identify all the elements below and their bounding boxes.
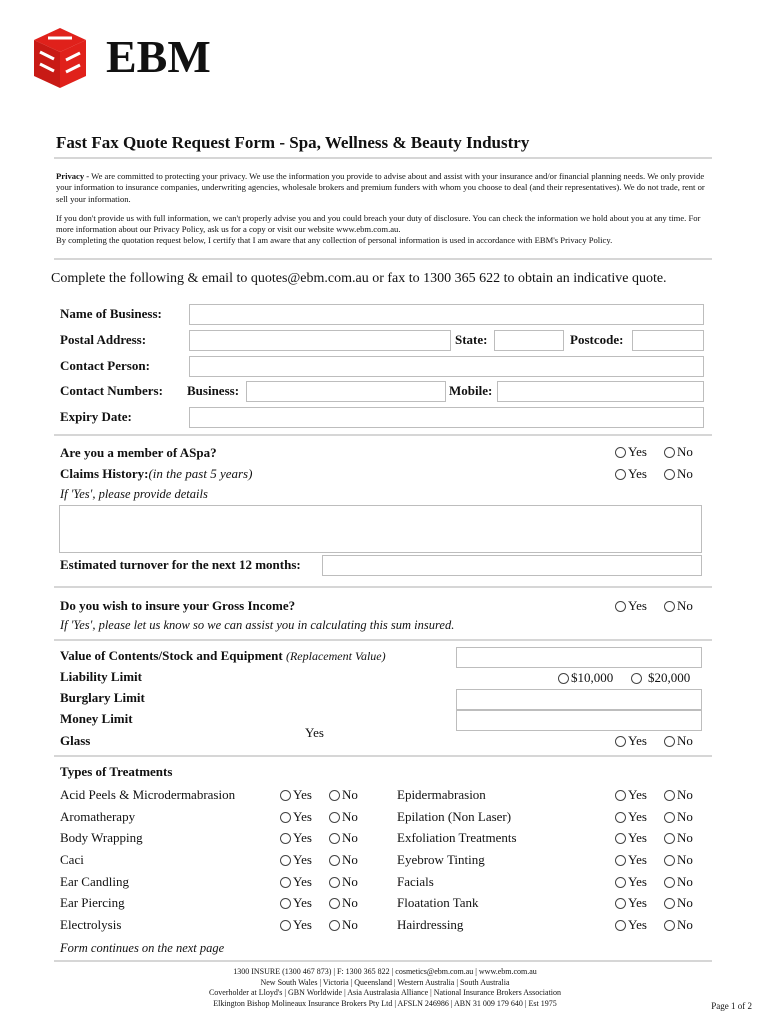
- option-label: $20,000: [648, 670, 691, 685]
- treatment-label: Body Wrapping: [60, 830, 143, 845]
- ebm-logo: [24, 22, 234, 92]
- radio-circle-icon: [329, 855, 340, 866]
- treatment-yes-radio[interactable]: [280, 917, 312, 933]
- treatment-yes-radio[interactable]: [280, 895, 312, 911]
- footer-affiliations-line: Coverholder at Lloyd's | GBN Worldwide | Asia Australasia Alliance | National Insurance Brokers Association: [208, 988, 562, 997]
- option-label: No: [342, 809, 358, 824]
- radio-circle-icon: [664, 833, 675, 844]
- radio-circle-icon: [329, 833, 340, 844]
- radio-circle-icon: [329, 790, 340, 801]
- gross-income-note: If 'Yes', please let us know so we can assist you in calculating this sum insured.: [60, 618, 455, 632]
- claims-no-radio[interactable]: [664, 466, 693, 482]
- glass-label: Glass: [60, 733, 91, 748]
- privacy-notice: [56, 171, 716, 247]
- treatment-yes-radio[interactable]: [280, 809, 312, 825]
- privacy-divider: [54, 258, 712, 260]
- privacy-paragraph-2: If you don't provide us with full information, we can't properly advise you and you could breach your duty of disclosure. You can check the information we hold about you at any time. For more information about our Privacy Policy, ask us for a copy or visit our website www.ebm.com.au.: [56, 212, 701, 235]
- option-label: No: [677, 733, 693, 748]
- glass-yes-radio[interactable]: [615, 733, 647, 749]
- money-limit-label: Money Limit: [60, 711, 133, 726]
- radio-circle-icon: [664, 877, 675, 888]
- liability-10000-radio[interactable]: [558, 670, 613, 686]
- option-label: Yes: [293, 917, 312, 932]
- claims-details-textarea[interactable]: [59, 505, 702, 553]
- radio-circle-icon: [615, 855, 626, 866]
- treatment-no-radio[interactable]: [329, 809, 358, 825]
- claims-history-label: [60, 466, 252, 482]
- option-label: Yes: [628, 874, 647, 889]
- privacy-paragraph-1: We are committed to protecting your privacy. We use the information you provide to advise about and assist with your insurance and/or financial planning needs. We only provide your information to insurance companies, underwriting agencies, wholesale brokers and premium funders with whom you choose to deal (and their representatives). We do not trade, rent or sell your information.: [56, 171, 705, 204]
- radio-circle-icon: [615, 447, 626, 458]
- mobile-label: Mobile:: [449, 383, 493, 398]
- claims-details-label: If 'Yes', please provide details: [60, 487, 208, 501]
- radio-circle-icon: [615, 833, 626, 844]
- glass-no-radio[interactable]: [664, 733, 693, 749]
- option-label: Yes: [293, 852, 312, 867]
- liability-limit-label: Liability Limit: [60, 669, 142, 684]
- radio-circle-icon: [615, 601, 626, 612]
- state-label: State:: [455, 332, 488, 347]
- option-label: Yes: [293, 809, 312, 824]
- radio-circle-icon: [280, 920, 291, 931]
- treatment-no-radio[interactable]: [664, 809, 693, 825]
- radio-circle-icon: [558, 673, 569, 684]
- contents-label-text: Value of Contents/Stock and Equipment: [60, 648, 283, 663]
- footer-divider: [54, 960, 712, 962]
- treatment-no-radio[interactable]: [329, 874, 358, 890]
- radio-circle-icon: [615, 790, 626, 801]
- glass-yes-text: Yes: [305, 725, 324, 740]
- treatment-yes-radio[interactable]: [615, 895, 647, 911]
- gross-income-label: Do you wish to insure your Gross Income?: [60, 598, 296, 613]
- business-phone-label: Business:: [187, 383, 240, 398]
- treatment-label: Electrolysis: [60, 917, 122, 932]
- option-label: Yes: [628, 917, 647, 932]
- option-label: Yes: [628, 809, 647, 824]
- treatment-label: Eyebrow Tinting: [397, 852, 485, 867]
- option-label: Yes: [293, 787, 312, 802]
- option-label: No: [342, 874, 358, 889]
- aspa-yes-radio[interactable]: [615, 444, 647, 460]
- treatment-label: Exfoliation Treatments: [397, 830, 517, 845]
- claims-label-text: Claims History:: [60, 466, 149, 481]
- contents-note: (Replacement Value): [285, 649, 386, 663]
- form-title: Fast Fax Quote Request Form - Spa, Wellness & Beauty Industry: [56, 133, 530, 152]
- contents-value-label: [60, 648, 386, 664]
- turnover-label: Estimated turnover for the next 12 months:: [60, 557, 301, 572]
- contact-person-label: Contact Person:: [60, 358, 150, 373]
- mobile-input[interactable]: [497, 381, 704, 402]
- radio-circle-icon: [631, 673, 642, 684]
- radio-circle-icon: [329, 898, 340, 909]
- radio-circle-icon: [664, 447, 675, 458]
- option-label: Yes: [293, 895, 312, 910]
- section-divider: [54, 434, 712, 436]
- radio-circle-icon: [615, 920, 626, 931]
- radio-circle-icon: [615, 736, 626, 747]
- treatment-no-radio[interactable]: [664, 895, 693, 911]
- treatment-yes-radio[interactable]: [280, 830, 312, 846]
- radio-circle-icon: [615, 469, 626, 480]
- option-label: Yes: [628, 830, 647, 845]
- radio-circle-icon: [280, 877, 291, 888]
- radio-circle-icon: [280, 855, 291, 866]
- footer-contact-line: 1300 INSURE (1300 467 873) | F: 1300 365 822 | cosmetics@ebm.com.au | www.ebm.com.au: [233, 967, 537, 976]
- postal-address-input[interactable]: [189, 330, 451, 351]
- radio-circle-icon: [664, 790, 675, 801]
- treatment-label: Aromatherapy: [60, 809, 136, 824]
- aspa-no-radio[interactable]: [664, 444, 693, 460]
- gross-income-no-radio[interactable]: [664, 598, 693, 614]
- claims-yes-radio[interactable]: [615, 466, 647, 482]
- radio-circle-icon: [615, 877, 626, 888]
- radio-circle-icon: [664, 469, 675, 480]
- option-label: No: [677, 787, 693, 802]
- business-phone-input[interactable]: [246, 381, 446, 402]
- radio-circle-icon: [280, 833, 291, 844]
- continues-note: Form continues on the next page: [60, 941, 225, 955]
- privacy-paragraph-3: By completing the quotation request below, I certify that I am aware that any collection of personal information is used in accordance with EBM's Privacy Policy.: [56, 235, 613, 246]
- section-divider: [54, 586, 712, 588]
- option-label: No: [342, 917, 358, 932]
- radio-circle-icon: [329, 877, 340, 888]
- option-label: No: [677, 895, 693, 910]
- treatment-no-radio[interactable]: [329, 895, 358, 911]
- radio-circle-icon: [615, 812, 626, 823]
- turnover-input[interactable]: [322, 555, 702, 576]
- treatment-label: Epilation (Non Laser): [397, 809, 512, 824]
- money-limit-input[interactable]: [456, 710, 702, 731]
- expiry-date-label: Expiry Date:: [60, 409, 132, 424]
- option-label: No: [677, 809, 693, 824]
- radio-circle-icon: [664, 898, 675, 909]
- radio-circle-icon: [329, 920, 340, 931]
- contact-person-input[interactable]: [189, 356, 704, 377]
- option-label: No: [342, 852, 358, 867]
- option-label: No: [677, 874, 693, 889]
- treatment-no-radio[interactable]: [664, 874, 693, 890]
- option-label: Yes: [628, 466, 647, 481]
- gross-income-yes-radio[interactable]: [615, 598, 647, 614]
- expiry-date-input[interactable]: [189, 407, 704, 428]
- treatment-no-radio[interactable]: [664, 852, 693, 868]
- section-divider: [54, 639, 712, 641]
- option-label: Yes: [293, 874, 312, 889]
- treatment-no-radio[interactable]: [329, 852, 358, 868]
- treatment-label: Acid Peels & Microdermabrasion: [60, 787, 236, 802]
- option-label: No: [677, 466, 693, 481]
- radio-circle-icon: [664, 812, 675, 823]
- radio-circle-icon: [280, 898, 291, 909]
- section-divider: [54, 755, 712, 757]
- treatment-yes-radio[interactable]: [615, 830, 647, 846]
- treatment-label: Ear Candling: [60, 874, 129, 889]
- radio-circle-icon: [664, 855, 675, 866]
- option-label: No: [677, 852, 693, 867]
- treatment-no-radio[interactable]: [329, 830, 358, 846]
- option-label: $10,000: [571, 670, 614, 685]
- option-label: No: [677, 830, 693, 845]
- treatment-yes-radio[interactable]: [615, 874, 647, 890]
- privacy-heading: Privacy -: [56, 171, 90, 181]
- radio-circle-icon: [664, 601, 675, 612]
- title-divider: [54, 157, 712, 159]
- option-label: No: [677, 598, 693, 613]
- page-number: Page 1 of 2: [711, 1001, 752, 1011]
- option-label: Yes: [628, 895, 647, 910]
- instructions-text: Complete the following & email to quotes@ebm.com.au or fax to 1300 365 622 to obtain an indicative quote.: [51, 271, 667, 286]
- treatment-yes-radio[interactable]: [615, 787, 647, 803]
- treatment-label: Ear Piercing: [60, 895, 125, 910]
- postcode-label: Postcode:: [570, 332, 624, 347]
- treatment-yes-radio[interactable]: [615, 917, 647, 933]
- treatment-label: Epidermabrasion: [397, 787, 486, 802]
- option-label: No: [342, 830, 358, 845]
- aspa-member-label: Are you a member of ASpa?: [60, 445, 217, 460]
- treatment-no-radio[interactable]: [664, 917, 693, 933]
- ebm-cube-logo-icon: [24, 22, 94, 92]
- treatment-no-radio[interactable]: [329, 917, 358, 933]
- option-label: Yes: [628, 852, 647, 867]
- option-label: No: [677, 917, 693, 932]
- option-label: Yes: [628, 787, 647, 802]
- treatment-yes-radio[interactable]: [280, 787, 312, 803]
- treatment-no-radio[interactable]: [664, 787, 693, 803]
- treatment-label: Facials: [397, 874, 434, 889]
- claims-note: (in the past 5 years): [148, 466, 253, 481]
- option-label: Yes: [628, 733, 647, 748]
- treatment-no-radio[interactable]: [664, 830, 693, 846]
- contents-value-input[interactable]: [456, 647, 702, 668]
- radio-circle-icon: [280, 790, 291, 801]
- treatment-yes-radio[interactable]: [280, 852, 312, 868]
- logo-text: EBM: [106, 31, 211, 82]
- burglary-limit-label: Burglary Limit: [60, 690, 145, 705]
- treatment-label: Floatation Tank: [397, 895, 479, 910]
- treatment-yes-radio[interactable]: [615, 809, 647, 825]
- option-label: No: [342, 787, 358, 802]
- burglary-limit-input[interactable]: [456, 689, 702, 710]
- treatment-yes-radio[interactable]: [280, 874, 312, 890]
- footer: [0, 967, 770, 1009]
- state-input[interactable]: [494, 330, 564, 351]
- business-name-label: Name of Business:: [60, 306, 162, 321]
- treatment-yes-radio[interactable]: [615, 852, 647, 868]
- option-label: Yes: [628, 598, 647, 613]
- contact-numbers-label: Contact Numbers:: [60, 383, 163, 398]
- option-label: Yes: [628, 444, 647, 459]
- postcode-input[interactable]: [632, 330, 704, 351]
- treatment-label: Caci: [60, 852, 84, 867]
- radio-circle-icon: [329, 812, 340, 823]
- option-label: Yes: [293, 830, 312, 845]
- liability-20000-radio[interactable]: [631, 670, 690, 686]
- business-name-input[interactable]: [189, 304, 704, 325]
- radio-circle-icon: [664, 920, 675, 931]
- option-label: No: [342, 895, 358, 910]
- radio-circle-icon: [280, 812, 291, 823]
- treatments-heading: Types of Treatments: [60, 764, 173, 779]
- footer-company-line: Elkington Bishop Molineaux Insurance Brokers Pty Ltd | AFSLN 246986 | ABN 31 009 179 640 | Est 1975: [213, 998, 557, 1008]
- radio-circle-icon: [615, 898, 626, 909]
- treatment-no-radio[interactable]: [329, 787, 358, 803]
- postal-address-label: Postal Address:: [60, 332, 147, 347]
- footer-states-line: New South Wales | Victoria | Queensland | Western Australia | South Australia: [260, 977, 510, 987]
- radio-circle-icon: [664, 736, 675, 747]
- option-label: No: [677, 444, 693, 459]
- treatment-label: Hairdressing: [397, 917, 464, 932]
